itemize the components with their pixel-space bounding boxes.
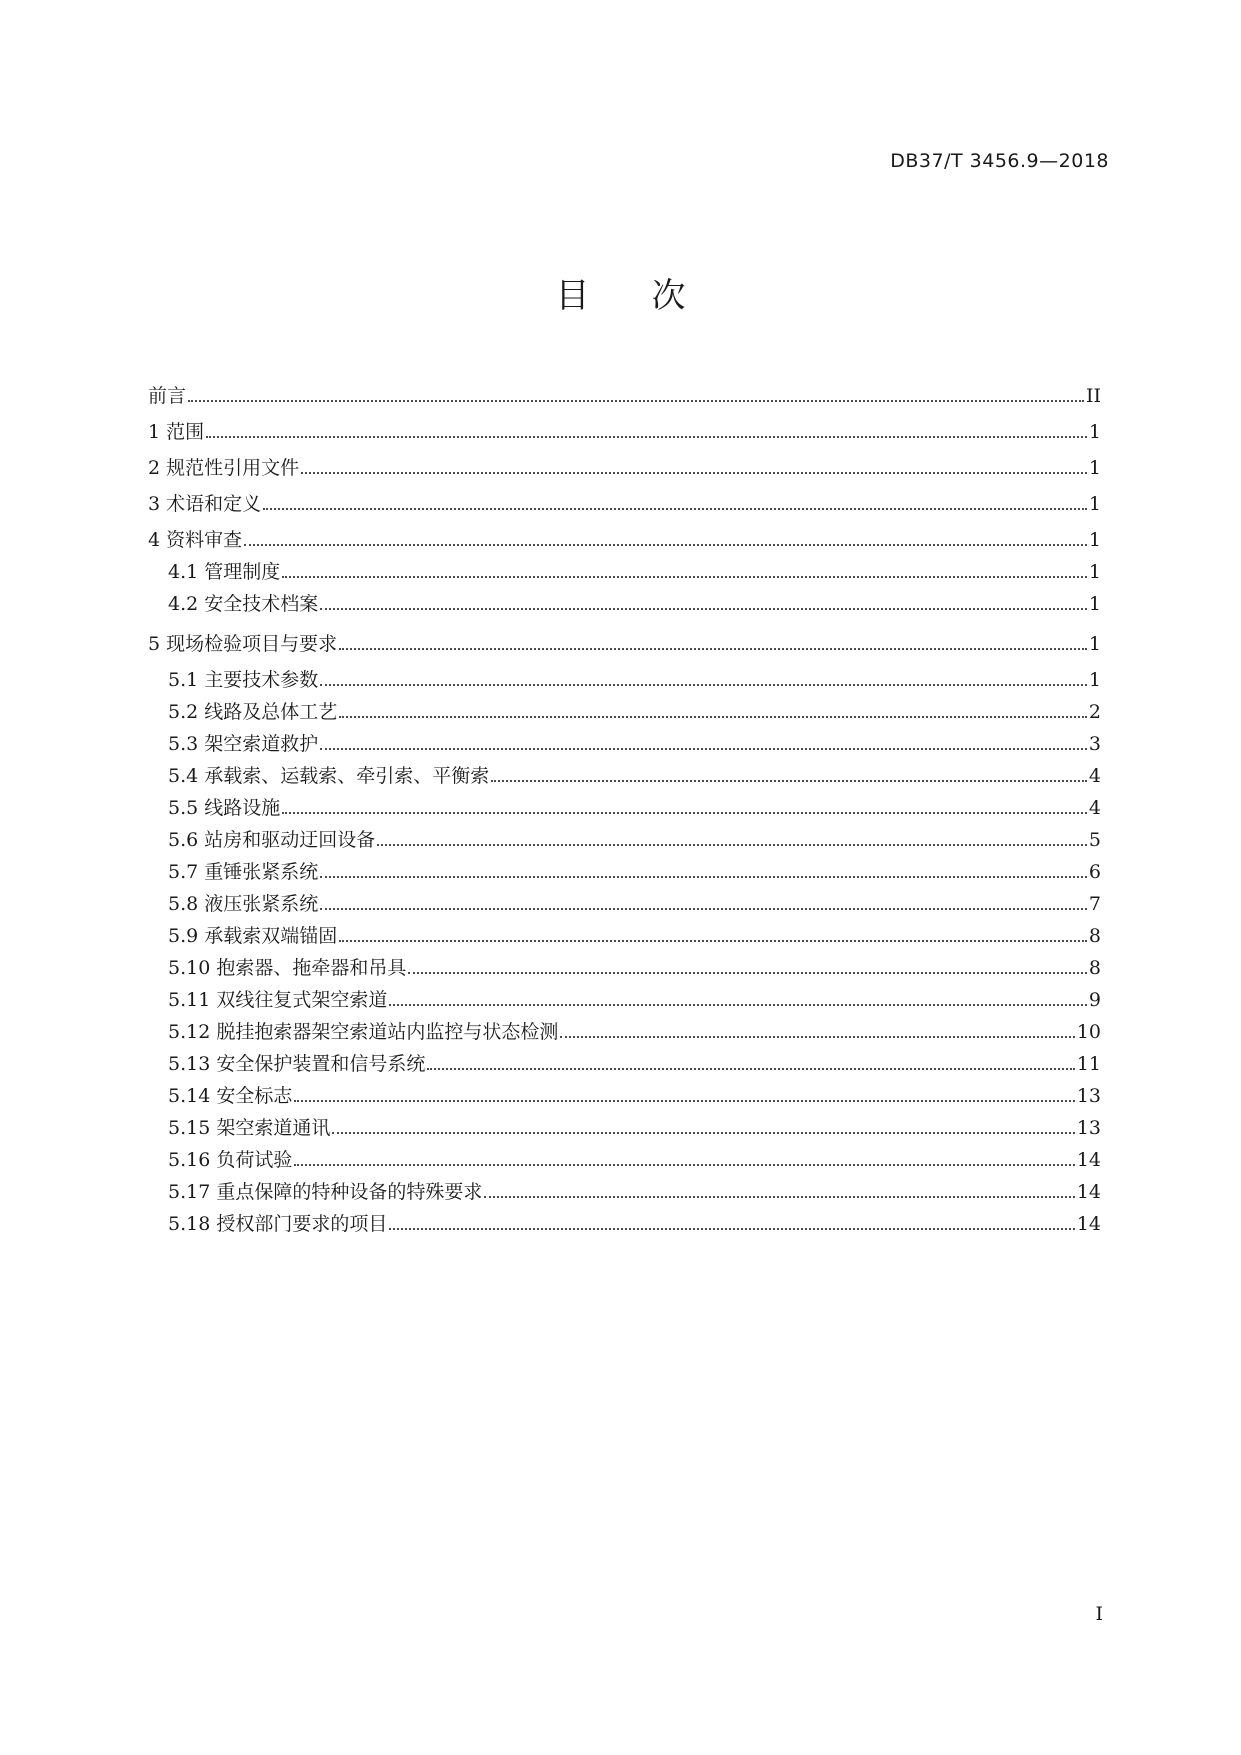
toc-entry-label: 5 现场检验项目与要求 bbox=[148, 633, 338, 655]
toc-entry[interactable] bbox=[148, 375, 1101, 407]
toc-entry-label: 5.10 抱索器、拖牵器和吊具 bbox=[168, 957, 407, 979]
toc-entry-page: 1 bbox=[1088, 493, 1101, 515]
toc-entry-page: 1 bbox=[1088, 561, 1101, 583]
toc-entry-label: 5.16 负荷试验 bbox=[168, 1149, 293, 1171]
toc-subentry[interactable] bbox=[148, 915, 1101, 947]
toc-entry-page: 8 bbox=[1088, 925, 1101, 947]
toc-entry-label: 5.3 架空索道救护 bbox=[168, 733, 319, 755]
toc-entry-label: 5.8 液压张紧系统 bbox=[168, 893, 319, 915]
toc-subentry[interactable] bbox=[148, 1043, 1101, 1075]
toc-subentry[interactable] bbox=[148, 1075, 1101, 1107]
toc-entry-page: 4 bbox=[1088, 797, 1101, 819]
toc-subentry[interactable] bbox=[148, 1171, 1101, 1203]
toc-leader bbox=[263, 508, 1087, 510]
toc-leader bbox=[408, 972, 1087, 974]
toc-entry-page: 13 bbox=[1076, 1085, 1101, 1107]
toc-entry-label: 3 术语和定义 bbox=[148, 493, 262, 515]
toc-leader bbox=[320, 876, 1087, 878]
toc-entry-label: 4.2 安全技术档案 bbox=[168, 593, 319, 615]
toc-entry-label: 4 资料审查 bbox=[148, 529, 243, 551]
table-of-contents bbox=[148, 375, 1101, 1235]
toc-leader bbox=[188, 400, 1084, 402]
toc-subentry[interactable] bbox=[148, 883, 1101, 915]
toc-leader bbox=[282, 812, 1087, 814]
toc-entry-label: 5.13 安全保护装置和信号系统 bbox=[168, 1053, 426, 1075]
toc-leader bbox=[320, 684, 1087, 686]
toc-subentry[interactable] bbox=[148, 659, 1101, 691]
toc-leader bbox=[244, 544, 1087, 546]
toc-entry-page: 14 bbox=[1076, 1213, 1101, 1235]
toc-leader bbox=[294, 1164, 1074, 1166]
toc-entry-label: 5.2 线路及总体工艺 bbox=[168, 701, 338, 723]
toc-entry-page: 2 bbox=[1088, 701, 1101, 723]
toc-entry-page: 10 bbox=[1076, 1021, 1101, 1043]
toc-entry-page: 1 bbox=[1088, 669, 1101, 691]
toc-subentry[interactable] bbox=[148, 755, 1101, 787]
toc-leader bbox=[339, 648, 1087, 650]
toc-entry-label: 5.18 授权部门要求的项目 bbox=[168, 1213, 388, 1235]
toc-leader bbox=[332, 1132, 1074, 1134]
toc-leader bbox=[320, 748, 1087, 750]
toc-leader bbox=[206, 436, 1087, 438]
toc-entry-label: 5.11 双线往复式架空索道 bbox=[168, 989, 388, 1011]
toc-entry-page: 6 bbox=[1088, 861, 1101, 883]
toc-leader bbox=[339, 940, 1087, 942]
toc-entry-page: 14 bbox=[1076, 1181, 1101, 1203]
toc-entry-label: 5.6 站房和驱动迂回设备 bbox=[168, 829, 376, 851]
toc-leader bbox=[560, 1036, 1074, 1038]
toc-entry-page: 4 bbox=[1088, 765, 1101, 787]
toc-entry-page: 13 bbox=[1076, 1117, 1101, 1139]
toc-leader bbox=[339, 716, 1087, 718]
toc-entry-label: 5.5 线路设施 bbox=[168, 797, 281, 819]
toc-subentry[interactable] bbox=[148, 1139, 1101, 1171]
toc-subentry[interactable] bbox=[148, 583, 1101, 615]
toc-leader bbox=[377, 844, 1087, 846]
toc-entry-label: 5.14 安全标志 bbox=[168, 1085, 293, 1107]
toc-entry-label: 5.7 重锤张紧系统 bbox=[168, 861, 319, 883]
toc-entry-label: 1 范围 bbox=[148, 421, 205, 443]
toc-leader bbox=[320, 908, 1087, 910]
toc-subentry[interactable] bbox=[148, 947, 1101, 979]
toc-leader bbox=[389, 1004, 1087, 1006]
toc-subentry[interactable] bbox=[148, 723, 1101, 755]
toc-entry-page: 8 bbox=[1088, 957, 1101, 979]
toc-leader bbox=[491, 780, 1087, 782]
document-code: DB37/T 3456.9—2018 bbox=[890, 150, 1109, 172]
toc-entry-page: 1 bbox=[1088, 457, 1101, 479]
toc-subentry[interactable] bbox=[148, 1203, 1101, 1235]
toc-leader bbox=[484, 1196, 1074, 1198]
toc-entry-page: 1 bbox=[1088, 421, 1101, 443]
toc-entry-page: 1 bbox=[1088, 529, 1101, 551]
toc-entry[interactable] bbox=[148, 519, 1101, 551]
toc-leader bbox=[282, 576, 1087, 578]
toc-entry-label: 前言 bbox=[148, 385, 187, 407]
toc-leader bbox=[427, 1068, 1074, 1070]
toc-entry[interactable] bbox=[148, 623, 1101, 655]
toc-entry-page: 1 bbox=[1088, 633, 1101, 655]
toc-entry-label: 5.1 主要技术参数 bbox=[168, 669, 319, 691]
toc-leader bbox=[301, 472, 1087, 474]
toc-entry-page: 9 bbox=[1088, 989, 1101, 1011]
toc-subentry[interactable] bbox=[148, 1011, 1101, 1043]
toc-entry-page: 7 bbox=[1088, 893, 1101, 915]
toc-entry-page: 14 bbox=[1076, 1149, 1101, 1171]
toc-entry-page: II bbox=[1085, 385, 1101, 407]
toc-subentry[interactable] bbox=[148, 787, 1101, 819]
toc-subentry[interactable] bbox=[148, 851, 1101, 883]
toc-entry[interactable] bbox=[148, 411, 1101, 443]
toc-entry-label: 5.17 重点保障的特种设备的特殊要求 bbox=[168, 1181, 483, 1203]
toc-subentry[interactable] bbox=[148, 551, 1101, 583]
page-title: 目次 bbox=[555, 276, 748, 316]
toc-entry-label: 2 规范性引用文件 bbox=[148, 457, 300, 479]
toc-entry-label: 5.15 架空索道通讯 bbox=[168, 1117, 331, 1139]
toc-entry-label: 5.9 承载索双端锚固 bbox=[168, 925, 338, 947]
page-number: I bbox=[1095, 1603, 1103, 1625]
toc-entry-label: 5.4 承载索、运载索、牵引索、平衡索 bbox=[168, 765, 490, 787]
toc-subentry[interactable] bbox=[148, 979, 1101, 1011]
toc-entry-page: 5 bbox=[1088, 829, 1101, 851]
toc-leader bbox=[389, 1228, 1074, 1230]
toc-entry[interactable] bbox=[148, 483, 1101, 515]
toc-entry-label: 4.1 管理制度 bbox=[168, 561, 281, 583]
toc-subentry[interactable] bbox=[148, 819, 1101, 851]
toc-entry[interactable] bbox=[148, 447, 1101, 479]
toc-subentry[interactable] bbox=[148, 691, 1101, 723]
toc-entry-page: 1 bbox=[1088, 593, 1101, 615]
toc-entry-page: 3 bbox=[1088, 733, 1101, 755]
toc-entry-page: 11 bbox=[1076, 1053, 1101, 1075]
toc-subentry[interactable] bbox=[148, 1107, 1101, 1139]
toc-leader bbox=[320, 608, 1087, 610]
toc-entry-label: 5.12 脱挂抱索器架空索道站内监控与状态检测 bbox=[168, 1021, 559, 1043]
toc-leader bbox=[294, 1100, 1074, 1102]
